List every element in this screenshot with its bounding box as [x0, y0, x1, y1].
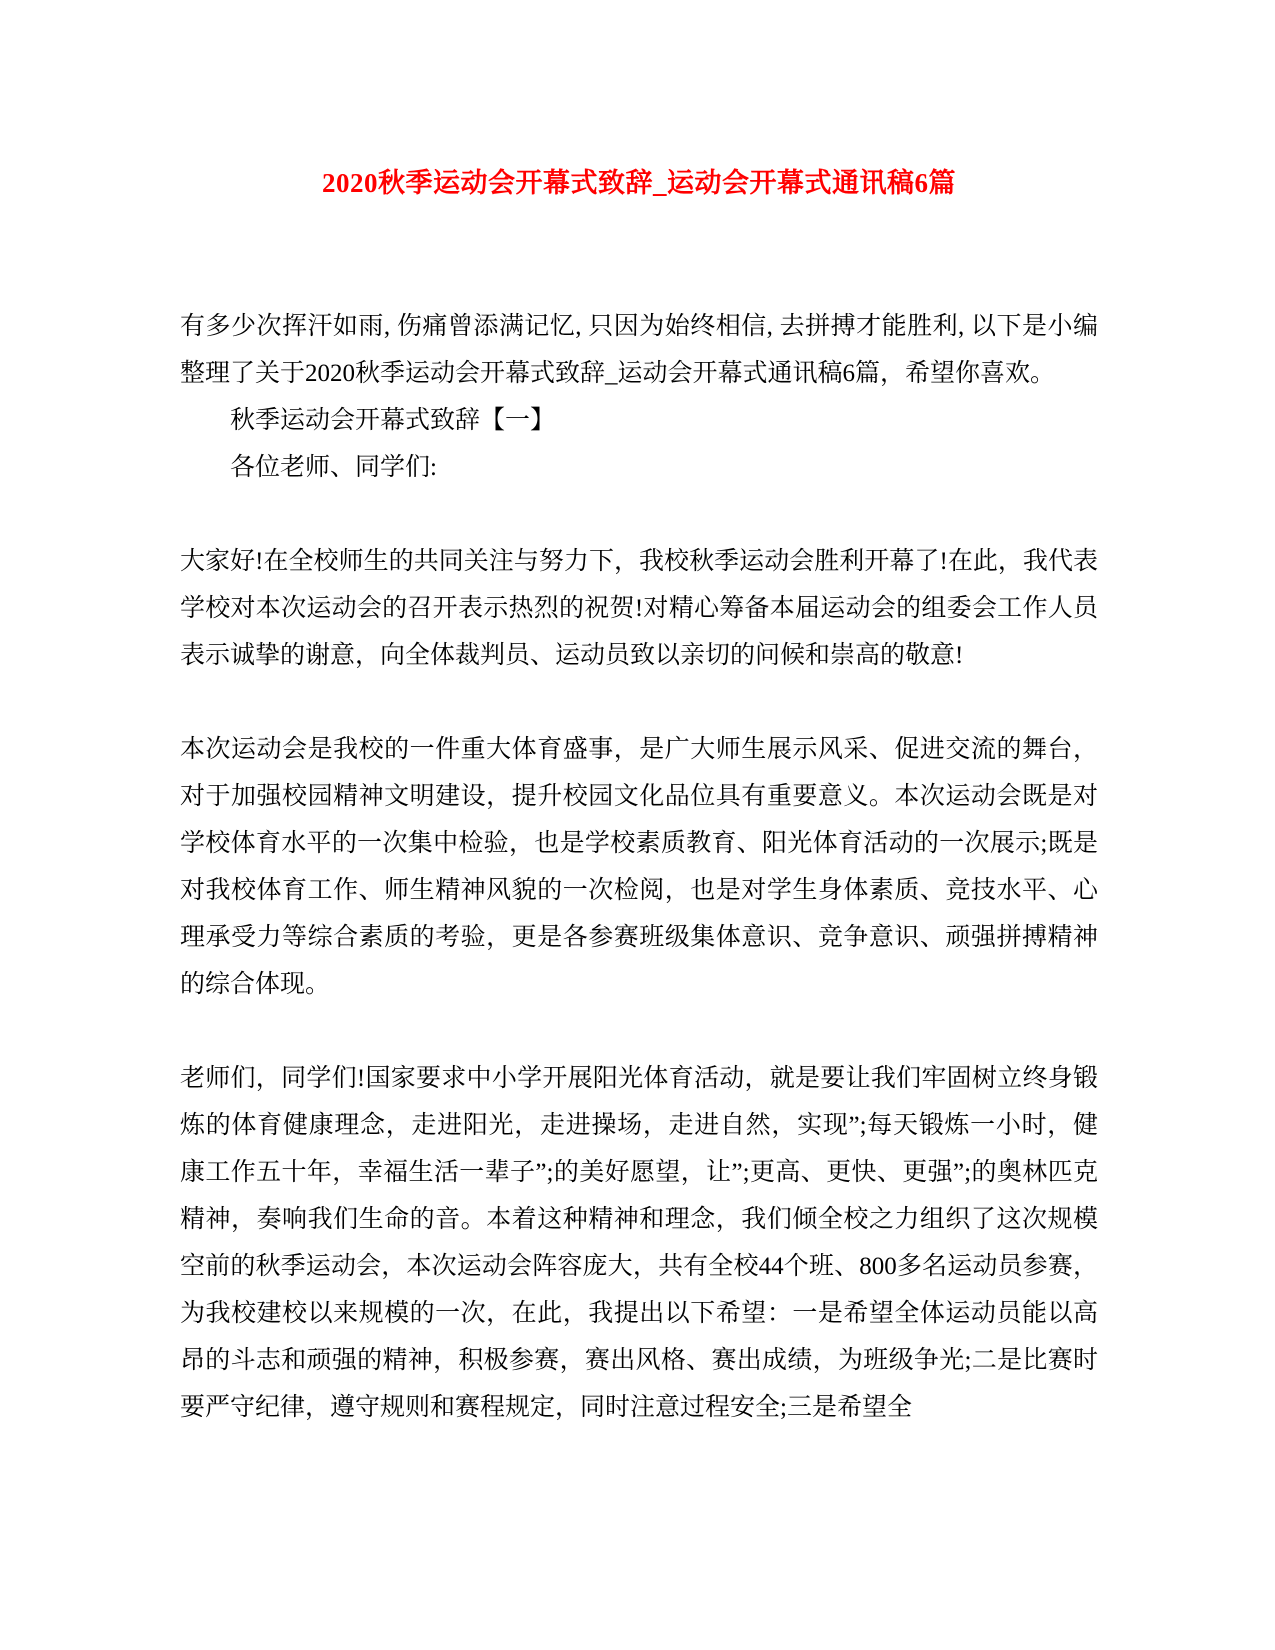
salutation-line: 各位老师、同学们: [230, 454, 437, 481]
body-paragraph-hopes: 老师们，同学们!国家要求中小学开展阳光体育活动，就是要让我们牢固树立终身锻炼的体育健康理念，走进阳光，走进操场，走进自然，实现”;每天锻炼一小时，健康工作五十年，幸福生活一辈子”;的美好愿望，让”;更高、更快、更强”;的奥林匹克精神，奏响我们生命的音。本着这种精神和理念，我们倾全校之力组织了这次规模空前的秋季运动会，本次运动会阵容庞大，共有全校44个班、800多名运动员参赛，为我校建校以来规模的一次，在此，我提出以下希望：一是希望全体运动员能以高昂的斗志和顽强的精神，积极参赛，赛出风格、赛出成绩，为班级争光;二是比赛时要严守纪律，遵守规则和赛程规定，同时注意过程安全;三是希望全 [180, 1065, 1098, 1421]
section-heading: 秋季运动会开幕式致辞【一】 [230, 407, 556, 434]
intro-paragraph: 有多少次挥汗如雨, 伤痛曾添满记忆, 只因为始终相信, 去拼搏才能胜利, 以下是小编整理了关于2020秋季运动会开幕式致辞_运动会开幕式通讯稿6篇，希望你喜欢。 [180, 313, 1098, 387]
body-paragraph-greeting: 大家好!在全校师生的共同关注与努力下，我校秋季运动会胜利开幕了!在此，我代表学校对本次运动会的召开表示热烈的祝贺!对精心筹备本届运动会的组委会工作人员表示诚挚的谢意，向全体裁判员、运动员致以亲切的问候和崇高的敬意! [180, 548, 1098, 669]
body-paragraph-significance: 本次运动会是我校的一件重大体育盛事，是广大师生展示风采、促进交流的舞台，对于加强校园精神文明建设，提升校园文化品位具有重要意义。本次运动会既是对学校体育水平的一次集中检验，也是学校素质教育、阳光体育活动的一次展示;既是对我校体育工作、师生精神风貌的一次检阅，也是对学生身体素质、竞技水平、心理承受力等综合素质的考验，更是各参赛班级集体意识、竞争意识、顽强拼搏精神的综合体现。 [180, 736, 1098, 998]
document-title: 2020秋季运动会开幕式致辞_运动会开幕式通讯稿6篇 [322, 168, 956, 198]
